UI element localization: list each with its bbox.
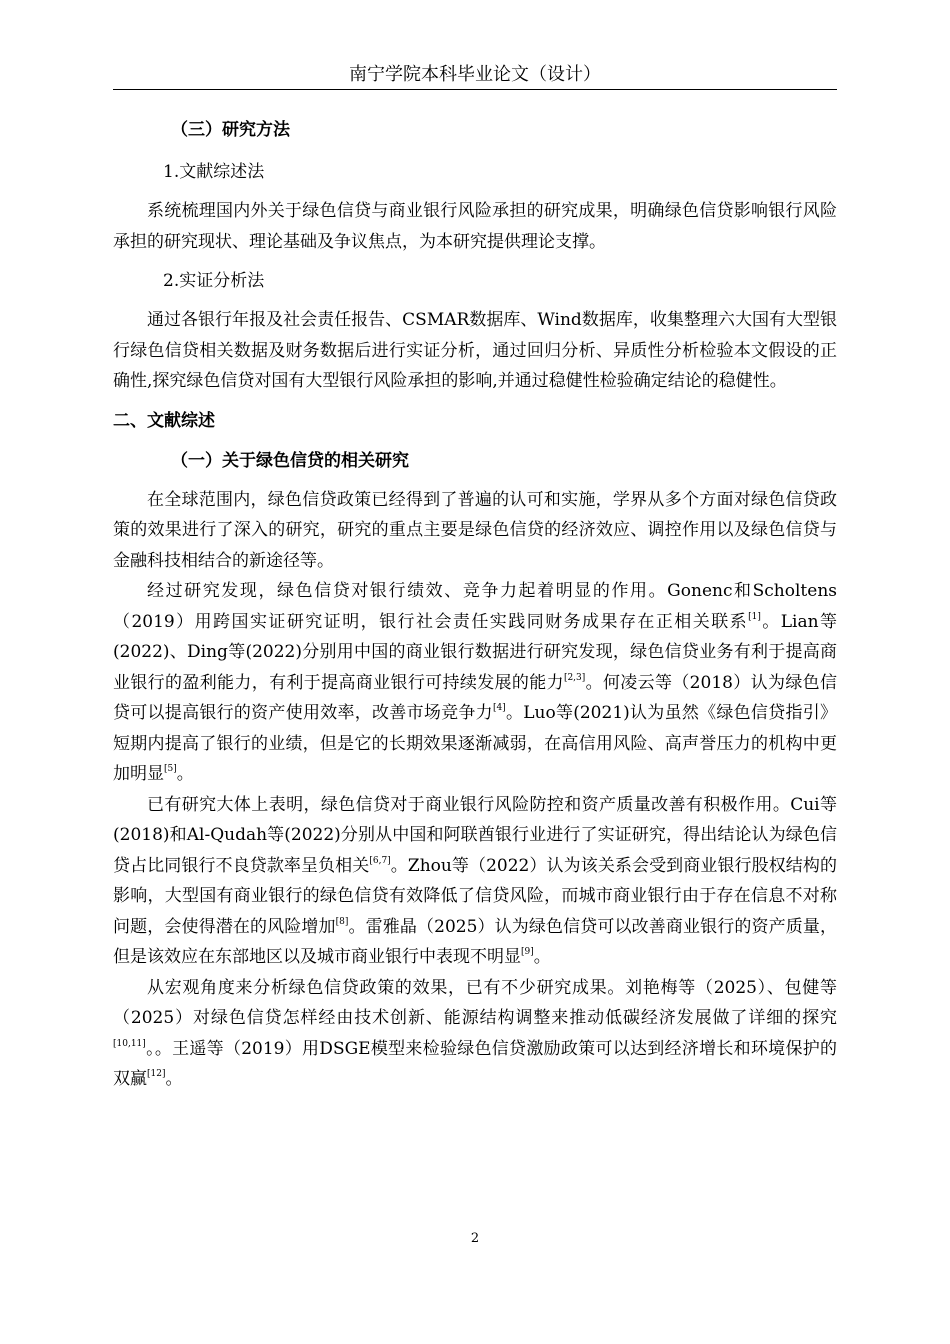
citation-ref: [5] bbox=[164, 764, 177, 774]
citation-ref: [9] bbox=[521, 947, 534, 957]
text-run: 。 bbox=[533, 947, 551, 967]
citation-ref: [12] bbox=[147, 1069, 166, 1079]
paragraph-literature-method: 系统梳理国内外关于绿色信贷与商业银行风险承担的研究成果，明确绿色信贷影响银行风险承担的研究现状、理论基础及争议焦点，为本研究提供理论支撑。 bbox=[113, 201, 837, 252]
citation-ref: [8] bbox=[335, 916, 349, 927]
text-run: 。 bbox=[165, 1069, 183, 1089]
section-heading-green-credit: （一）关于绿色信贷的相关研究 bbox=[171, 450, 409, 471]
citation-ref: [4] bbox=[492, 703, 506, 713]
paragraph-empirical-method: 通过各银行年报及社会责任报告、CSMAR数据库、Wind数据库，收集整理六大国有大型银行绿色信贷相关数据及财务数据后进行实证分析，通过回归分析、异质性分析检验本文假设的正确性,探究绿色信贷对国有大型银行风险承担的影响,并通过稳健性检验确定结论的稳健性。 bbox=[113, 310, 837, 391]
page-number: 2 bbox=[470, 1231, 480, 1246]
text-run: 从宏观角度来分析绿色信贷政策的效果，已有不少研究成果。刘艳梅等（2025）、包健等（2025）对绿色信贷怎样经由技术创新、能源结构调整来推动低碳经济发展做了详细的探究 bbox=[113, 977, 837, 1028]
paragraph-review-4 bbox=[113, 973, 837, 1095]
text-run: 。Luo等(2021)认为虽然《绿色信贷指引》短期内提高了银行的业绩，但是它的长期效果逐渐减弱，在高信用风险、高声誉压力的机构中更加明显 bbox=[113, 703, 837, 784]
text-run: 。何凌云等（2018）认为绿色信贷可以提高银行的资产使用效率，改善市场竞争力 bbox=[113, 672, 838, 723]
subsection-empirical-method: 2.实证分析法 bbox=[163, 271, 265, 291]
text-run: 。 bbox=[176, 764, 194, 784]
running-header: 南宁学院本科毕业论文（设计） bbox=[113, 62, 837, 90]
citation-ref: [6,7] bbox=[369, 855, 391, 866]
paragraph-review-1: 在全球范围内，绿色信贷政策已经得到了普遍的认可和实施，学界从多个方面对绿色信贷政策的效果进行了深入的研究，研究的重点主要是绿色信贷的经济效应、调控作用以及绿色信贷与金融科技相结合的新途径等。 bbox=[113, 489, 837, 571]
citation-ref: [1] bbox=[748, 611, 761, 622]
paragraph-review-3 bbox=[113, 790, 837, 973]
citation-ref: [10,11] bbox=[113, 1038, 146, 1049]
paragraph-review-2 bbox=[113, 576, 837, 790]
text-run: 。Zhou等（2022）认为该关系会受到商业银行股权结构的影响，大型国有商业银行的绿色信贷有效降低了信贷风险，而城市商业银行由于存在信息不对称问题，会使得潜在的风险增加 bbox=[113, 855, 837, 937]
text-run: 经过研究发现，绿色信贷对银行绩效、竞争力起着明显的作用。Gonenc和Scholtens（2019）用跨国实证研究证明，银行社会责任实践同财务成果存在正相关联系 bbox=[113, 581, 837, 632]
chapter-heading-literature-review: 二、文献综述 bbox=[113, 410, 215, 431]
section-heading-research-methods: （三）研究方法 bbox=[171, 120, 290, 140]
citation-ref: [2,3] bbox=[563, 672, 586, 683]
text-run: 已有研究大体上表明，绿色信贷对于商业银行风险防控和资产质量改善有积极作用。Cui等(2018)和Al-Qudah等(2022)分别从中国和阿联酋银行业进行了实证研究，得出结论认为绿色信贷占比同银行不良贷款率呈负相关 bbox=[113, 794, 837, 876]
text-run: 。Lian等(2022)、Ding等(2022)分别用中国的商业银行数据进行研究发现，绿色信贷业务有利于提高商业银行的盈利能力，有利于提高商业银行可持续发展的能力 bbox=[113, 611, 838, 693]
text-run: 。雷雅晶（2025）认为绿色信贷可以改善商业银行的资产质量，但是该效应在东部地区以及城市商业银行中表现不明显 bbox=[113, 916, 838, 967]
document-body bbox=[113, 112, 837, 1095]
subsection-literature-method: 1.文献综述法 bbox=[163, 162, 265, 182]
text-run: 。。王遥等（2019）用DSGE模型来检验绿色信贷激励政策可以达到经济增长和环境保护的双赢 bbox=[113, 1038, 837, 1089]
